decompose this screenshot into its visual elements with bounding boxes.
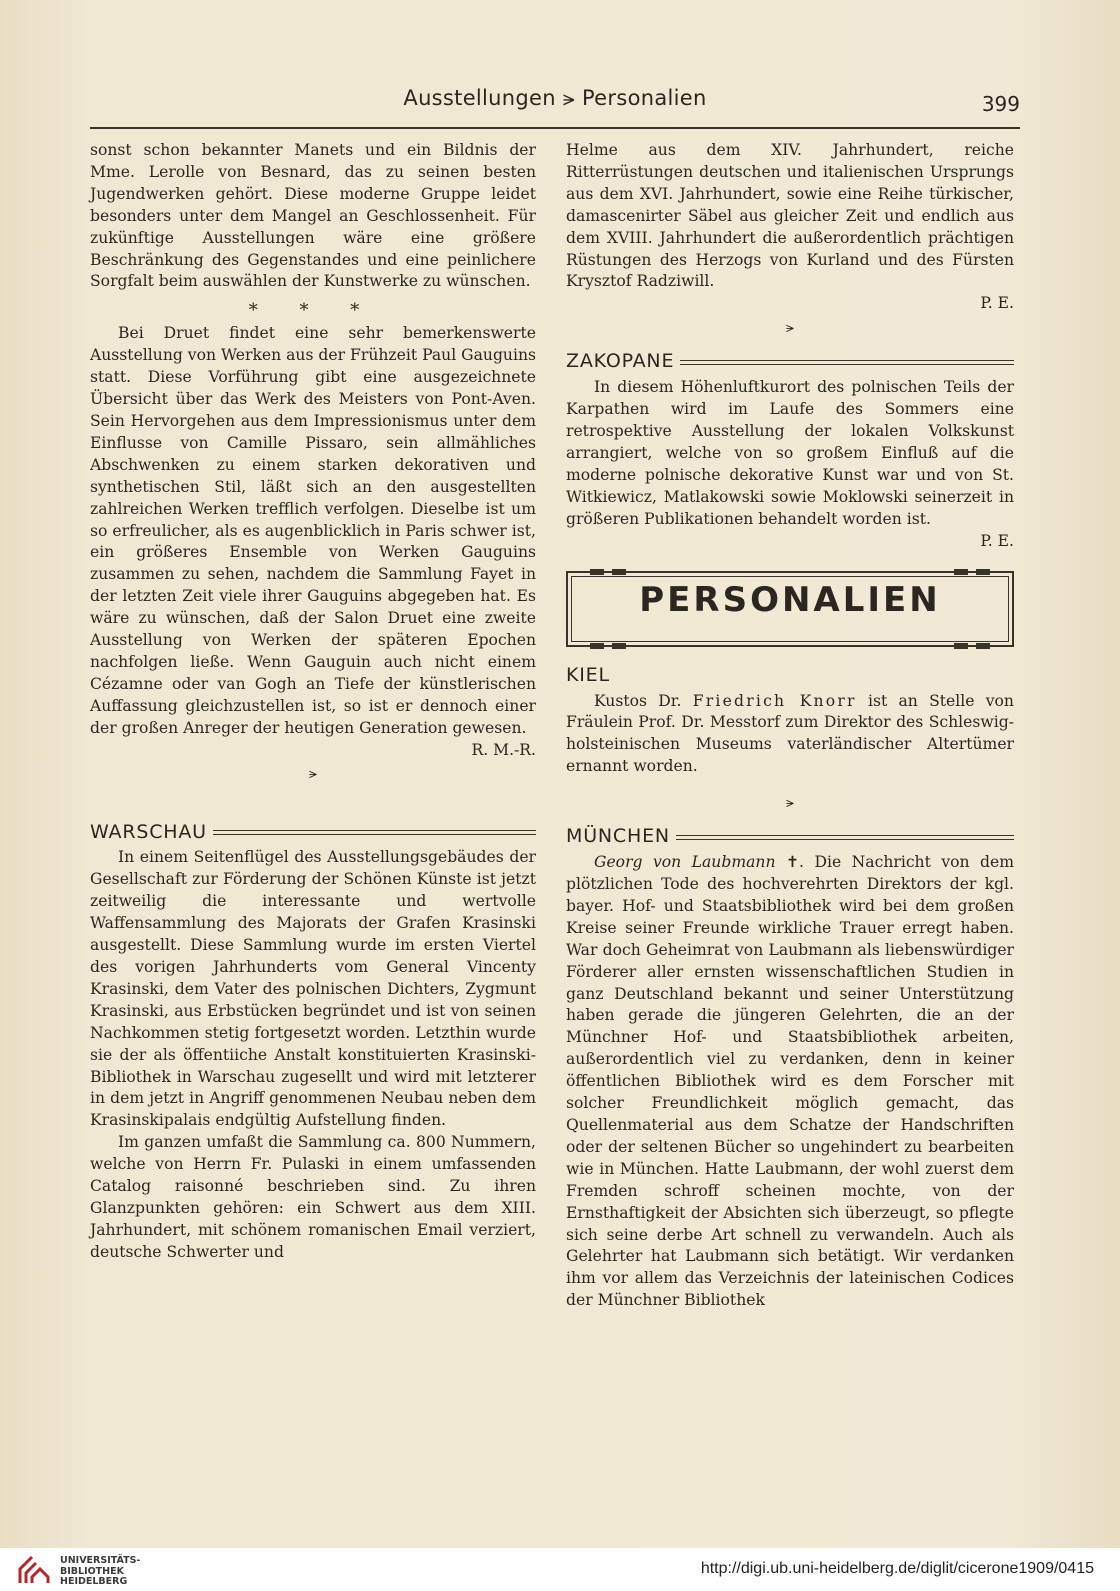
section-ornament: ⪫	[309, 766, 317, 783]
left-column	[90, 140, 536, 1264]
signature-pe-1: P. E.	[980, 294, 1014, 313]
paragraph-sammlung: Im ganzen umfaßt die Sammlung ca. 800 Nummern, welche von Herrn Fr. Pulaski in einem umfassenden Catalog raisonné beschrieben sind. Zu ihren Glanzpunkten gehören: ein Schwert aus dem XIII. Jahrhundert, mit schönem romanischen Email verziert, deutsche Schwerter und	[90, 1133, 536, 1261]
heading-muenchen-text: MÜNCHEN	[566, 825, 670, 848]
heading-zakopane	[566, 347, 1014, 377]
heading-kiel-text: KIEL	[566, 663, 610, 686]
banner-ornament	[612, 643, 626, 649]
footer-bar	[0, 1548, 1120, 1591]
signature-rmr: R. M.-R.	[471, 740, 536, 759]
source-url-link[interactable]: http://digi.ub.uni-heidelberg.de/diglit/cicerone1909/0415	[700, 1560, 1094, 1577]
paragraph-laubmann	[566, 852, 1014, 1312]
heading-rule	[213, 830, 536, 835]
kiel-text-pre: Kustos Dr.	[594, 691, 682, 710]
death-cross: ✝.	[785, 853, 805, 872]
banner-ornament	[976, 643, 990, 649]
paragraph-lerolle: sonst schon bekannter Manets und ein Bildnis der Mme. Lerolle von Besnard, das zu seinen besten Jugendwerken gehört. Diese moderne Gruppe leidet besonders unter dem Mangel an Geschlossenheit. Für zukünftige Ausstellungen wäre eine größere Beschränkung des Gegenstandes und eine peinlichere Sorgfalt beim auswählen der Kunstwerke zu wünschen.	[90, 141, 536, 291]
kiel-person-name: Friedrich Knorr	[692, 691, 857, 710]
banner-ornament	[976, 569, 990, 575]
paragraph-krasinski: In einem Seitenflügel des Ausstellungsgebäudes der Gesellschaft zur Förderung der Schönen Künste ist jetzt zeitweilig die interessante und wertvolle Waffensammlung des Majorats der Grafen Krasinski ausgestellt. Diese Sammlung wurde im ersten Viertel des vorigen Jahrhunderts vom General Vincenty Krasinski, dem Vater des polnischen Dichters, Zygmunt Krasinski, aus Erbstücken begründet und ist von seinen Nachkommen stetig fortgesetzt worden. Letzthin wurde sie der als öffentiiche Anstalt konstituierten Krasinski-Bibliothek in Warschau zugesellt und wird mit letzterer in dem jetzt in Angriff genommenen Neubau neben dem Krasinskipalais endgültig Aufstellung finden.	[90, 848, 536, 1130]
running-head	[90, 82, 1020, 122]
right-column	[566, 140, 1014, 1312]
paragraph-kiel	[566, 691, 1014, 779]
library-logo-icon	[18, 1555, 50, 1585]
heading-muenchen	[566, 822, 1014, 852]
laubmann-text: Die Nachricht von dem plötzlichen Tode des hochverehrten Direktors der kgl. bayer. Hof- und Staatsbibliothek wird bei dem großen Kreise seiner Freunde wirkliche Trauer erregt haben. War doch Geheimrat von Laubmann als liebenswürdiger Förderer aller ernsten wissenschaftlichen Studien in ganz Deutschland bekannt und seiner Unterstützung haben gerade die jüngeren Gelehrten, die an der Münchner Hof- und Staatsbibliothek arbeiten, außerordentlich viel zu verdanken, denn in keiner öffentlichen Bibliothek wird es dem Forscher mit solcher Freundlichkeit möglich gemacht, das Quellenmaterial aus dem Schatze der Handschriften oder der seltenen Bücher so ungehindert zu bearbeiten wie in München. Hatte Laubmann, der wohl zuerst dem Fremden schroff scheinen mochte, von der Ernsthaftigkeit der Absichten sich überzeugt, so pflegte sich seine derbe Art schnell zu verwandeln. Auch als Gelehrter hat Laubmann sich betätigt. Wir verdanken ihm vor allem das Verzeichnis der lateinischen Codices der Münchner Bibliothek	[566, 853, 1015, 1310]
heading-zakopane-text: ZAKOPANE	[566, 350, 675, 373]
banner-ornament	[590, 643, 604, 649]
personalien-banner	[566, 571, 1014, 647]
paragraph-gauguin: Bei Druet findet eine sehr bemerkenswerte Ausstellung von Werken aus der Frühzeit Paul Gauguins statt. Diese Vorführung gibt eine ausgezeichnete Übersicht über das Werk des Meisters von Pont-Aven. Sein Hervorgehen aus dem Impressionismus unter dem Einflusse von Camille Pissaro, sein allmähliches Abschwenken zu einem starken dekorativen und synthetischen Stil, läßt sich an den ausgestellten zahlreichen Werken trefflich verfolgen. Dieselbe ist um so erfreulicher, als es augenblicklich in Paris schwer ist, ein größeres Ensemble von Werken Gauguins zusammen zu sehen, nachdem die Sammlung Fayet in der letzten Zeit viele ihrer Gauguins abgegeben hat. Es wäre zu wünschen, daß der Salon Druet eine zweite Ausstellung von Werken der späteren Epochen nachfolgen ließe. Wenn Gauguin auch nicht einem Cézamne oder van Gogh an Tiefe der künstlerischen Auffassung gleichzustellen ist, so ist er dennoch einer der großen Anreger der heutigen Generation gewesen.	[90, 324, 536, 737]
page-number: 399	[981, 92, 1020, 116]
header-rule	[90, 127, 1020, 129]
banner-ornament	[954, 569, 968, 575]
heading-warschau-text: WARSCHAU	[90, 820, 207, 843]
library-name: UNIVERSITÄTS- BIBLIOTHEK HEIDELBERG	[60, 1555, 141, 1587]
banner-title: PERSONALIEN	[639, 579, 941, 620]
obituary-name: Georg von Laubmann	[594, 853, 776, 872]
section-ornament: ⪫	[786, 795, 794, 812]
paragraph-zakopane: In diesem Höhenluftkurort des polnischen Teils der Karpathen wird im Laufe des Sommers eine retrospektive Ausstellung der lokalen Volkskunst arrangiert, welche von so großem Einfluß auf die moderne polnische dekorative Kunst war und von St. Witkiewicz, Matlakowski sowie Moklowski seinerzeit in größeren Publikationen behandelt worden ist.	[566, 378, 1014, 528]
signature-pe-2: P. E.	[980, 531, 1014, 550]
heading-rule	[676, 835, 1014, 840]
kiel-text-post: ist an Stelle von Fräulein Prof. Dr. Messtorf zum Direktor des Schleswig-holsteinischen Museums vaterländischer Altertümer ernannt worden.	[566, 691, 1014, 776]
section-ornament: ⪫	[786, 320, 794, 337]
banner-ornament	[612, 569, 626, 575]
heading-warschau	[90, 817, 536, 847]
section-stars: * * *	[248, 300, 378, 322]
banner-ornament	[590, 569, 604, 575]
banner-ornament	[954, 643, 968, 649]
heading-rule	[680, 360, 1014, 365]
running-head-title: Ausstellungen ⪫ Personalien	[403, 86, 707, 110]
paragraph-helme: Helme aus dem XIV. Jahrhundert, reiche Ritterrüstungen deutschen und italienischen Ursprungs aus dem XVI. Jahrhundert, sowie eine Reihe türkischer, damascenirter Säbel aus gleicher Zeit und endlich aus dem XVIII. Jahrhundert die außerordentlich prächtigen Rüstungen des Herzogs von Kurland und des Fürsten Krysztof Radziwill.	[566, 141, 1014, 291]
heading-kiel	[566, 661, 1014, 691]
